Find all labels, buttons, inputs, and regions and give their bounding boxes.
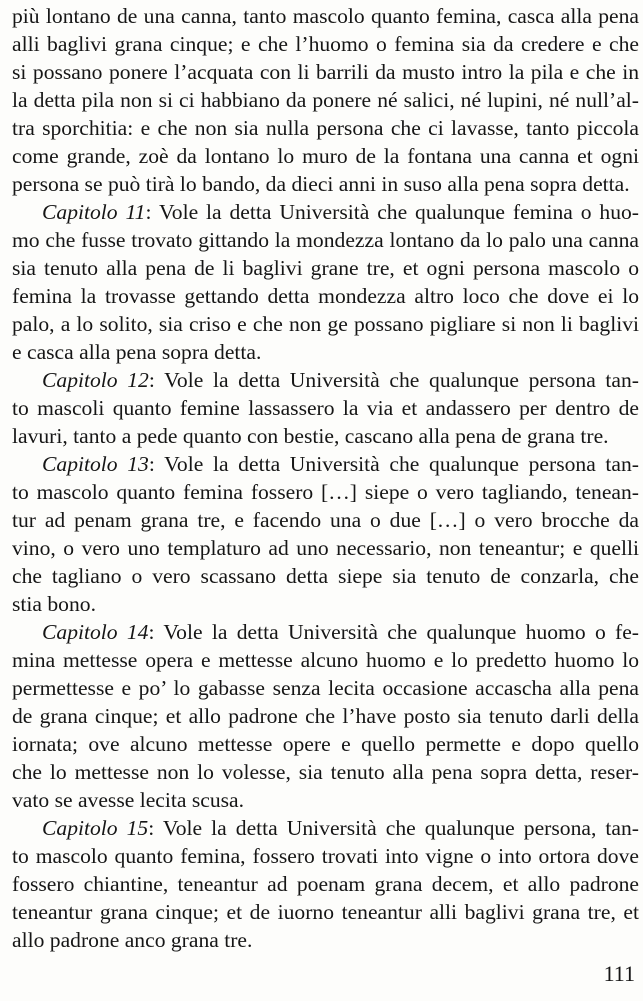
chapter-heading: Capitolo 13 xyxy=(42,452,149,476)
page-number: 111 xyxy=(603,961,635,986)
text-line: allo padrone anco grana tre. xyxy=(12,928,253,952)
text-line: alli baglivi grana cinque; e che l’huomo o femina sia da credere e che xyxy=(12,32,639,56)
text-line: mina mettesse opera e mettesse alcuno huomo e lo predetto huomo lo xyxy=(12,648,639,672)
chapter-heading: Capitolo 11 xyxy=(42,200,146,224)
text-line: sia tenuto alla pena de li baglivi grane tre, et ogni persona mascolo o xyxy=(12,256,639,280)
chapter-heading: Capitolo 15 xyxy=(42,816,149,840)
text-line xyxy=(12,198,639,226)
text-line: to mascoli quanto femine lassassero la via et andassero per dentro de xyxy=(12,396,639,420)
text-line: mo che fusse trovato gittando la mondezza lontano da lo palo una canna xyxy=(12,228,639,252)
text-line xyxy=(12,366,639,394)
chapter-heading: Capitolo 14 xyxy=(42,620,149,644)
text-line xyxy=(12,814,639,842)
text-line: come grande, zoè da lontano lo muro de la fontana una canna et ogni xyxy=(12,144,639,168)
chapter-text: : Vole la detta Università che qualunque persona tan- xyxy=(148,452,639,476)
text-line: vino, o vero uno templaturo ad uno necessario, non teneantur; e quelli xyxy=(12,536,639,560)
body-text xyxy=(12,0,639,954)
text-line: to mascolo quanto femina, fossero trovati into vigne o into ortora dove xyxy=(12,844,639,868)
text-line: fossero chiantine, teneantur ad poenam grana decem, et allo padrone xyxy=(12,872,639,896)
text-line: de grana cinque; et allo padrone che l’have posto sia tenuto darli della xyxy=(12,704,639,728)
text-line: e casca alla pena sopra detta. xyxy=(12,340,262,364)
text-line: permettesse e po’ lo gabasse senza lecita occasione accascha alla pena xyxy=(12,676,639,700)
text-line: teneantur grana cinque; et de iuorno teneantur alli baglivi grana tre, et xyxy=(12,900,639,924)
text-line: tur ad penam grana tre, e facendo una o due […] o vero brocche da xyxy=(12,508,639,532)
text-line: la detta pila non si ci habbiano da ponere né salici, né lupini, né null’al- xyxy=(12,88,639,112)
text-line: to mascolo quanto femina fossero […] siepe o vero tagliando, tenean- xyxy=(12,480,639,504)
text-line: stia bono. xyxy=(12,592,96,616)
chapter-text: : Vole la detta Università che qualunque huomo o fe- xyxy=(148,620,639,644)
text-line xyxy=(12,450,639,478)
text-line: iornata; ove alcuno mettesse opere e quello permette e dopo quello xyxy=(12,732,639,756)
text-line xyxy=(12,618,639,646)
text-line: più lontano de una canna, tanto mascolo quanto femina, casca alla pena xyxy=(12,4,639,28)
text-line: palo, a lo solito, sia criso e che non ge possano pigliare si non li baglivi xyxy=(12,312,639,336)
text-line: lavuri, tanto a pede quanto con bestie, cascano alla pena de grana tre. xyxy=(12,424,609,448)
text-line: femina la trovasse gettando detta mondezza altro loco che dove ei lo xyxy=(12,284,639,308)
text-line: tra sporchitia: e che non sia nulla persona che ci lavasse, tanto piccola xyxy=(12,116,639,140)
text-line: si possano ponere l’acquata con li barrili da musto intro la pila e che in xyxy=(12,60,639,84)
chapter-heading: Capitolo 12 xyxy=(42,368,149,392)
chapter-text: : Vole la detta Università che qualunque persona, tan- xyxy=(148,816,639,840)
text-line: persona se può tirà lo bando, da dieci anni in suso alla pena sopra detta. xyxy=(12,172,630,196)
chapter-text: : Vole la detta Università che qualunque persona tan- xyxy=(148,368,639,392)
text-line: che lo mettesse non lo volesse, sia tenuto alla pena sopra detta, reser- xyxy=(12,760,639,784)
text-line: vato se avesse lecita scusa. xyxy=(12,788,245,812)
text-line: che tagliano o vero scassano detta siepe sia tenuto de conzarla, che xyxy=(12,564,639,588)
chapter-text: : Vole la detta Università che qualunque femina o huo- xyxy=(145,200,639,224)
